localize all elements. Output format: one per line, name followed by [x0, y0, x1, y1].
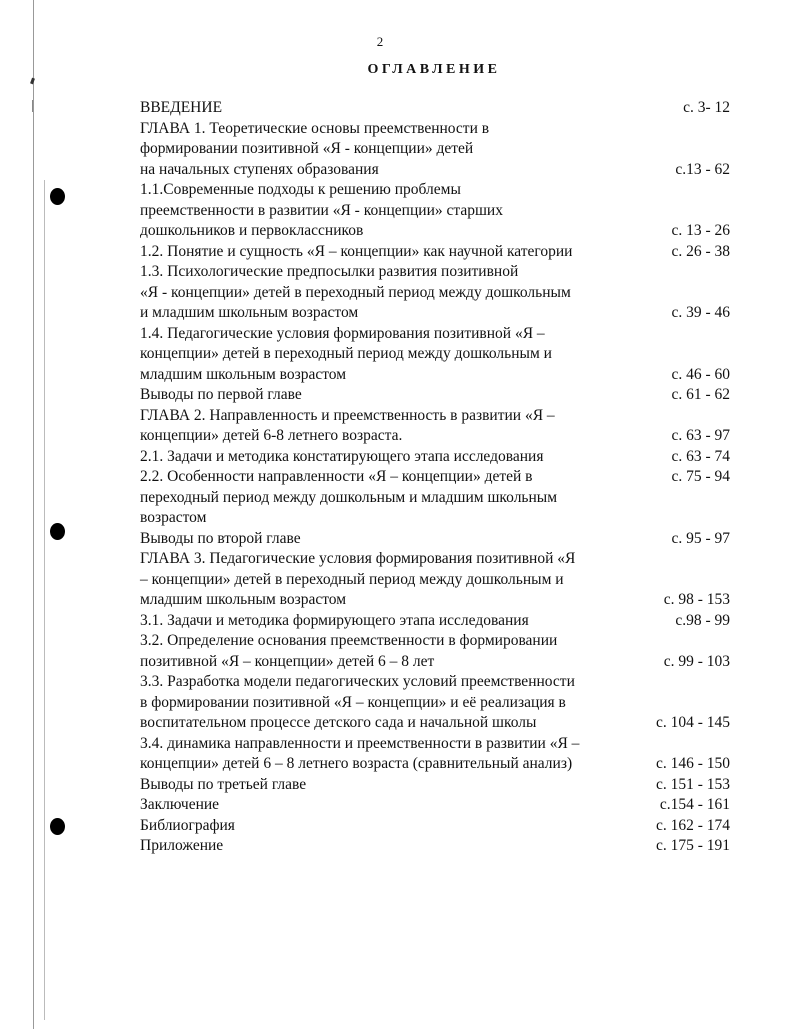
toc-entry-title — [140, 795, 219, 816]
toc-entry — [140, 795, 730, 816]
toc-entry — [140, 324, 730, 386]
toc-entry — [140, 406, 730, 447]
toc-entry — [140, 98, 730, 119]
toc-entry-pages: с. 95 - 97 — [671, 529, 730, 547]
toc-entry — [140, 816, 730, 837]
toc-entry-pages: с. 104 - 145 — [655, 714, 730, 731]
toc-entry-title-line: возрастом — [140, 509, 207, 526]
toc-entry-title — [140, 672, 575, 734]
toc-entry-pages: с. 3- 12 — [683, 99, 730, 116]
toc-entry-title-line: 3.1. Задачи и методика формирующего этапа исследования — [140, 611, 529, 629]
toc-entry-title-line: ВВЕДЕНИЕ — [140, 99, 223, 116]
toc-entry-title — [140, 816, 235, 837]
toc-entry — [140, 734, 730, 775]
toc-entry — [140, 549, 730, 611]
toc-entry-pages: с. 46 - 60 — [671, 365, 730, 383]
toc-entry-title — [140, 836, 223, 857]
toc-entry-title-line: концепции» детей в переходный период между дошкольным и — [140, 345, 552, 362]
toc-entry-pages: с. 39 - 46 — [671, 304, 730, 321]
toc-entry — [140, 529, 730, 550]
toc-entry-title-line: в формировании позитивной «Я – концепции» и её реализация в — [140, 693, 566, 711]
toc-entry-title-line: ГЛАВА 1. Теоретические основы преемственности в — [140, 119, 490, 137]
toc-entry-title — [140, 775, 306, 796]
toc-entry-title-line: переходный период между дошкольным и младшим школьным — [140, 488, 558, 506]
toc-entry-pages: с. 98 - 153 — [663, 591, 730, 608]
toc-entry-title — [140, 119, 489, 181]
toc-entry-title — [140, 549, 575, 611]
toc-entry — [140, 467, 730, 529]
binder-hole — [50, 818, 65, 835]
toc-entry-pages: с.98 - 99 — [675, 611, 730, 629]
toc-entry-title — [140, 467, 557, 529]
toc-entry-title-line: 2.1. Задачи и методика констатирующего этапа исследования — [140, 447, 544, 465]
toc-entry-title — [140, 631, 557, 672]
toc-entry — [140, 631, 730, 672]
toc-entry-title-line: формировании позитивной «Я - концепции» детей — [140, 140, 474, 157]
toc-entry-pages: с. 61 - 62 — [671, 386, 730, 403]
toc-entry — [140, 836, 730, 857]
toc-entry — [140, 611, 730, 632]
toc-entry-title-line: «Я - концепции» детей в переходный период между дошкольным — [140, 283, 571, 301]
toc-entry-title — [140, 385, 302, 406]
scan-speck — [30, 78, 35, 85]
binder-hole — [50, 523, 65, 540]
toc-entry-pages: с. 162 - 174 — [655, 816, 730, 834]
toc-entry-pages: с. 26 - 38 — [671, 242, 730, 260]
toc-entry-title-line: 1.1.Современные подходы к решению проблемы — [140, 181, 461, 198]
toc-entry-pages: с.154 - 161 — [659, 796, 730, 813]
toc-entry-title-line: 3.2. Определение основания преемственности в формировании — [140, 632, 558, 649]
toc-entry-title — [140, 324, 552, 386]
toc-entry-title-line: ГЛАВА 2. Направленность и преемственность в развитии «Я – — [140, 406, 555, 424]
toc-entry-title-line: Выводы по второй главе — [140, 529, 301, 547]
toc-entry-title-line: младшим школьным возрастом — [140, 591, 347, 608]
toc-entry-title-line: 1.2. Понятие и сущность «Я – концепции» как научной категории — [140, 242, 573, 260]
toc-entry — [140, 447, 730, 468]
toc-entry-title — [140, 406, 555, 447]
toc-entry-title-line: дошкольников и первоклассников — [140, 222, 364, 239]
toc-entry-title-line: на начальных ступенях образования — [140, 160, 379, 178]
toc-entry-pages: с. 146 - 150 — [655, 755, 730, 772]
toc-entry-pages: с. 63 - 74 — [671, 447, 730, 465]
toc-entry-title-line: преемственности в развитии «Я - концепции» старших — [140, 201, 503, 219]
binder-hole — [50, 188, 65, 205]
toc-entry-title-line: 3.4. динамика направленности и преемственности в развитии «Я – — [140, 734, 580, 752]
toc-entry-title-line: ГЛАВА 3. Педагогические условия формирования позитивной «Я — [140, 550, 576, 567]
toc-entry-title-line: позитивной «Я – концепции» детей 6 – 8 лет — [140, 652, 435, 670]
toc-entry-title-line: 2.2. Особенности направленности «Я – концепции» детей в — [140, 468, 533, 485]
toc-entry — [140, 775, 730, 796]
toc-entry-title-line: и младшим школьным возрастом — [140, 304, 359, 321]
toc-entry — [140, 180, 730, 242]
toc-entry-pages: с. 63 - 97 — [671, 427, 730, 444]
toc-entry-title-line: 3.3. Разработка модели педагогических условий преемственности — [140, 673, 575, 690]
table-of-contents — [140, 98, 730, 857]
toc-entry-pages: с. 151 - 153 — [655, 775, 730, 793]
toc-entry-title-line: Библиография — [140, 816, 235, 834]
toc-entry-title — [140, 98, 222, 119]
toc-entry-pages: с. 75 - 94 — [671, 468, 730, 485]
page-number: 2 — [376, 34, 384, 49]
toc-entry-title-line: Выводы по первой главе — [140, 386, 302, 403]
toc-entry-title-line: 1.3. Психологические предпосылки развития позитивной — [140, 263, 519, 280]
toc-entry-title — [140, 447, 543, 468]
toc-entry-title-line: – концепции» детей в переходный период между дошкольным и — [140, 570, 564, 588]
toc-entry-title-line: Приложение — [140, 837, 224, 854]
toc-entry-title — [140, 611, 529, 632]
toc-entry-title — [140, 529, 301, 550]
toc-entry-pages: с. 13 - 26 — [671, 222, 730, 239]
toc-entry-title — [140, 180, 503, 242]
toc-entry-title-line: концепции» детей 6-8 летнего возраста. — [140, 427, 403, 444]
toc-entry-title — [140, 262, 571, 324]
toc-entry-pages: с.13 - 62 — [675, 160, 730, 178]
toc-entry-title-line: Заключение — [140, 796, 220, 813]
toc-entry — [140, 672, 730, 734]
toc-entry — [140, 385, 730, 406]
scan-edge-line — [44, 180, 45, 1020]
toc-entry-title-line: младшим школьным возрастом — [140, 365, 347, 383]
toc-entry — [140, 242, 730, 263]
toc-entry-pages: с. 175 - 191 — [655, 837, 730, 854]
toc-entry-title — [140, 242, 572, 263]
toc-entry-title-line: концепции» детей 6 – 8 летнего возраста (сравнительный анализ) — [140, 755, 573, 772]
toc-heading: ОГЛАВЛЕНИЕ — [367, 62, 501, 77]
toc-entry — [140, 119, 730, 181]
toc-entry-title-line: 1.4. Педагогические условия формирования позитивной «Я – — [140, 324, 545, 342]
toc-entry-pages: с. 99 - 103 — [663, 652, 730, 670]
toc-entry-title-line: Выводы по третьей главе — [140, 775, 307, 793]
toc-entry-title — [140, 734, 579, 775]
scan-edge-line — [33, 0, 34, 1029]
scan-speck — [32, 100, 33, 112]
toc-entry — [140, 262, 730, 324]
toc-entry-title-line: воспитательном процессе детского сада и начальной школы — [140, 714, 537, 731]
